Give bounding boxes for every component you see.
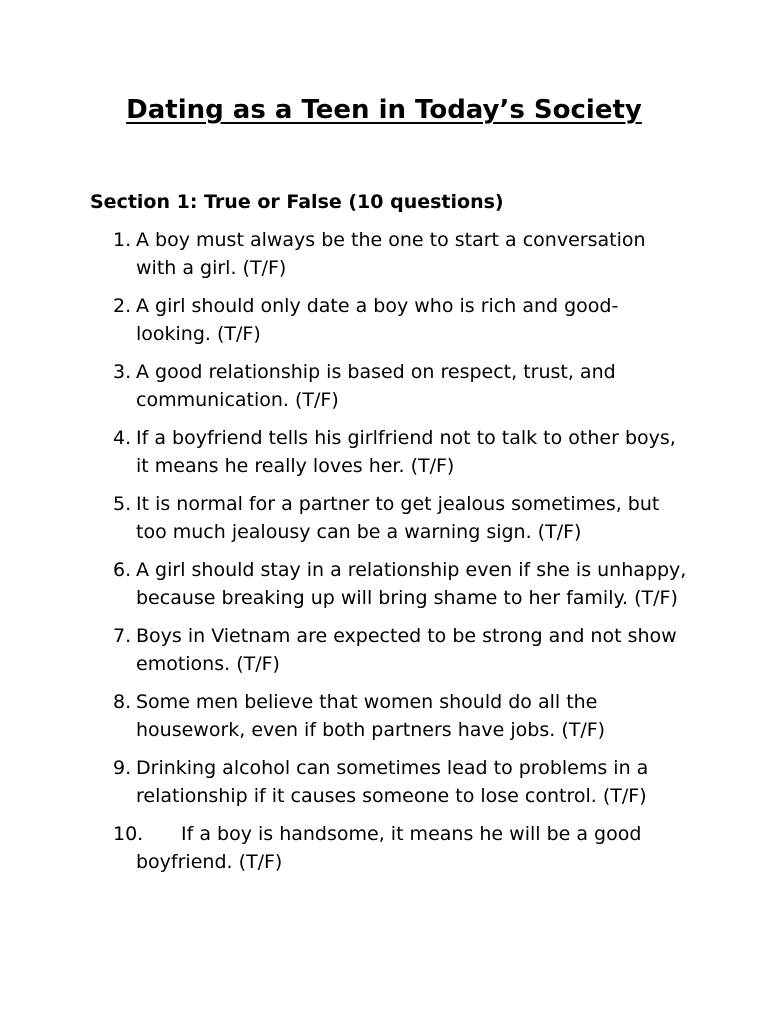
question-text: If a boy is handsome, it means he will be a good boyfriend. (T/F) bbox=[136, 823, 642, 873]
question-number: 9. bbox=[113, 757, 132, 779]
question-item bbox=[0, 688, 768, 744]
question-item bbox=[0, 490, 768, 546]
question-item bbox=[0, 424, 768, 480]
section-heading: Section 1: True or False (10 questions) bbox=[90, 191, 504, 213]
question-number: 2. bbox=[113, 295, 132, 317]
question-number: 10. bbox=[113, 823, 144, 845]
question-item bbox=[0, 226, 768, 282]
question-number: 7. bbox=[113, 625, 132, 647]
question-list bbox=[0, 226, 768, 886]
question-item bbox=[0, 358, 768, 414]
question-text: If a boyfriend tells his girlfriend not to talk to other boys, it means he really loves her. (T/F) bbox=[136, 427, 676, 477]
question-text: A girl should stay in a relationship even if she is unhappy, because breaking up will bring shame to her family. (T/F) bbox=[136, 559, 687, 609]
question-item bbox=[0, 754, 768, 810]
question-text: A girl should only date a boy who is rich and good-looking. (T/F) bbox=[136, 295, 619, 345]
question-item bbox=[0, 292, 768, 348]
question-text: Drinking alcohol can sometimes lead to problems in a relationship if it causes someone to lose control. (T/F) bbox=[136, 757, 649, 807]
question-number: 8. bbox=[113, 691, 132, 713]
question-item bbox=[0, 556, 768, 612]
question-number: 6. bbox=[113, 559, 132, 581]
question-text: Some men believe that women should do all the housework, even if both partners have jobs. (T/F) bbox=[136, 691, 606, 741]
question-text: Boys in Vietnam are expected to be strong and not show emotions. (T/F) bbox=[136, 625, 677, 675]
question-number: 3. bbox=[113, 361, 132, 383]
question-text: It is normal for a partner to get jealous sometimes, but too much jealousy can be a warning sign. (T/F) bbox=[136, 493, 660, 543]
question-item bbox=[0, 820, 768, 876]
question-item bbox=[0, 622, 768, 678]
document-title: Dating as a Teen in Today’s Society bbox=[126, 95, 642, 125]
question-text: A good relationship is based on respect, trust, and communication. (T/F) bbox=[136, 361, 616, 411]
question-text: A boy must always be the one to start a conversation with a girl. (T/F) bbox=[136, 229, 646, 279]
question-number: 1. bbox=[113, 229, 132, 251]
question-number: 4. bbox=[113, 427, 132, 449]
question-number: 5. bbox=[113, 493, 132, 515]
